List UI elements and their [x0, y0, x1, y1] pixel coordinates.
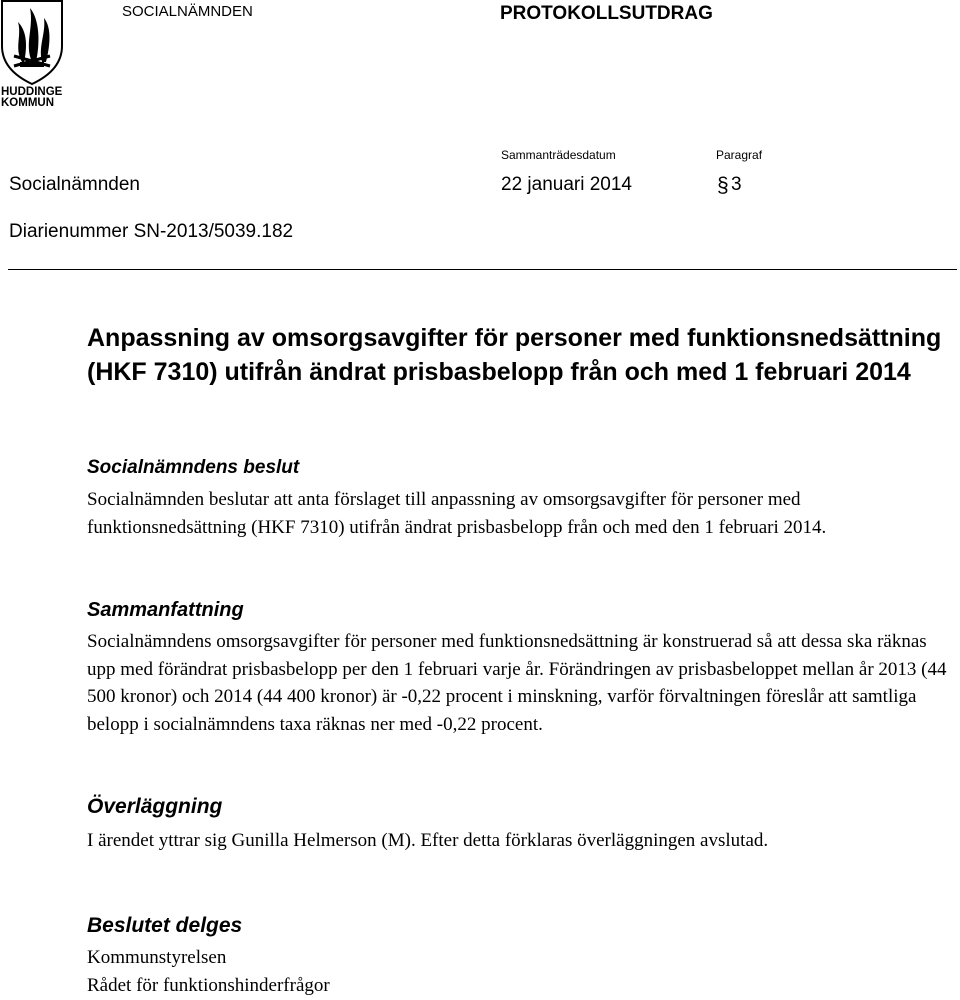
committee-name: Socialnämnden — [9, 174, 140, 195]
summary-heading: Sammanfattning — [87, 599, 244, 621]
meeting-date-label: Sammanträdesdatum — [501, 148, 616, 162]
paragraph-label: Paragraf — [716, 148, 763, 162]
recipient-item: Kommunstyrelsen — [87, 947, 227, 968]
decision-text: Socialnämnden beslutar att anta förslaget till anpassning av omsorgsavgifter för personer med funktionsnedsättning (HKF 7310) utifrån ändrat prisbasbelopp från och med den 1 februari 2014. — [87, 489, 827, 538]
huddinge-kommun-logo — [0, 0, 64, 108]
meeting-date: 22 januari 2014 — [501, 174, 632, 195]
svg-text:HUDDINGE: HUDDINGE — [1, 86, 63, 98]
svg-text:KOMMUN: KOMMUN — [1, 97, 55, 108]
header-divider — [8, 269, 957, 270]
decision-heading: Socialnämndens beslut — [87, 457, 300, 478]
recipient-item: Rådet för funktionshinderfrågor — [87, 974, 330, 996]
recipient-list — [87, 944, 957, 999]
deliberation-text: I ärendet yttrar sig Gunilla Helmerson (M). Efter detta förklaras överläggningen avslutad. — [87, 830, 769, 851]
diary-number: Diarienummer SN-2013/5039.182 — [9, 221, 294, 242]
paragraph-sign: § — [717, 174, 729, 197]
document-type: PROTOKOLLSUTDRAG — [500, 3, 713, 24]
deliberation-heading: Överläggning — [87, 795, 223, 818]
summary-text: Socialnämndens omsorgsavgifter för personer med funktionsnedsättning är konstruerad så att dessa ska räknas upp med förändrat prisbasbelopp per den 1 februari varje år. Förändringen av prisbasbeloppet mellan år 2013 (44 500 kronor) och 2014 (44 400 kronor) är -0,22 procent i minskning, varför förvaltningen föreslår att samtliga belopp i socialnämndens taxa räknas ner med -0,22 procent. — [87, 631, 947, 735]
document-title: Anpassning av omsorgsavgifter för personer med funktionsnedsättning (HKF 7310) utifrån ändrat prisbasbelopp från och med 1 februari 2014 — [87, 324, 942, 386]
organization-name: SOCIALNÄMNDEN — [122, 3, 253, 20]
distribution-heading: Beslutet delges — [87, 914, 243, 937]
coat-of-arms-icon — [0, 0, 64, 108]
paragraph-number: 3 — [731, 174, 742, 195]
